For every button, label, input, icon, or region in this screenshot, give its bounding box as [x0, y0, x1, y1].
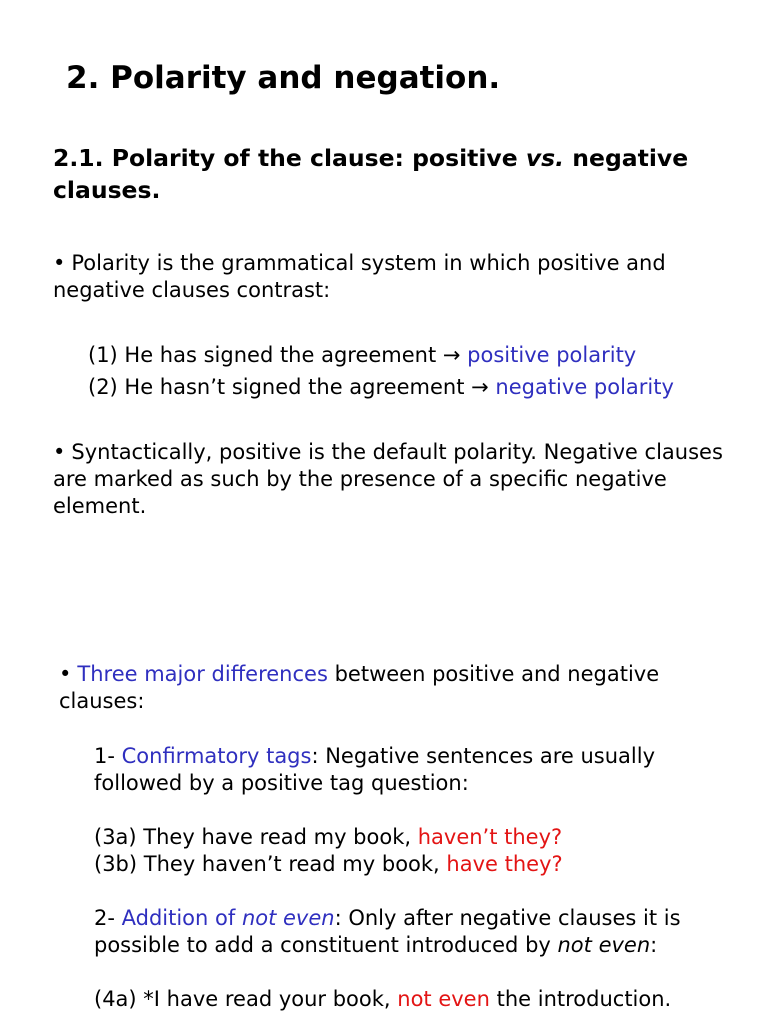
point-text: : Negative sentences are usually followed by a positive tag question:: [94, 744, 656, 795]
intro-paragraph: [53, 250, 753, 304]
point-number: 1-: [94, 744, 122, 768]
section-heading: [53, 142, 743, 206]
example-list: [88, 342, 674, 401]
point-text-italic: not even: [557, 933, 651, 957]
intro-text: Polarity is the grammatical system in which positive and negative clauses contrast:: [53, 251, 666, 302]
tag-example-tag: haven’t they?: [417, 825, 563, 849]
section-heading-vs: vs.: [525, 144, 565, 172]
not-even-example-text: (4a) *I have read your book,: [94, 987, 398, 1011]
not-even-example-highlight: not even: [397, 987, 490, 1011]
example-label: positive polarity: [467, 343, 637, 367]
default-polarity-text: Syntactically, positive is the default polarity. Negative clauses are marked as such by the presence of a specific negative element.: [53, 440, 723, 518]
point-text: : Only after negative clauses it is possible to add a constituent introduced by: [94, 906, 681, 957]
default-polarity-paragraph: [53, 439, 733, 520]
spacer: [94, 797, 744, 824]
point-highlight-prefix: Addition of: [121, 906, 242, 930]
bullet-icon: •: [59, 662, 72, 686]
tag-example-text: (3a) They have read my book,: [94, 825, 418, 849]
example-text: (1) He has signed the agreement →: [88, 343, 468, 367]
point-highlight-italic: not even: [241, 906, 335, 930]
point-highlight: [122, 906, 335, 930]
point-text-end: :: [650, 933, 658, 957]
tag-example: [94, 824, 744, 851]
tag-example-tag: have they?: [446, 852, 563, 876]
differences-highlight: Three major differences: [77, 662, 328, 686]
example-text: (2) He hasn’t signed the agreement →: [88, 375, 496, 399]
section-heading-part1: 2.1. Polarity of the clause: positive: [53, 144, 526, 172]
point-highlight: Confirmatory tags: [121, 744, 312, 768]
bullet-icon: •: [53, 440, 66, 464]
differences-details: [94, 743, 744, 1013]
spacer: [94, 878, 744, 905]
bullet-icon: •: [53, 251, 66, 275]
differences-text: between positive and negative clauses:: [59, 662, 660, 713]
not-even-example: [94, 986, 744, 1013]
example-item: [88, 342, 674, 369]
tag-example-text: (3b) They haven’t read my book,: [94, 852, 447, 876]
spacer: [94, 959, 744, 986]
differences-paragraph: [59, 661, 739, 715]
page-title: 2. Polarity and negation.: [66, 60, 501, 96]
tag-example: [94, 851, 744, 878]
point-not-even: [94, 905, 744, 959]
example-item: [88, 374, 674, 401]
section-heading-part2: negative clauses.: [53, 144, 689, 204]
point-confirmatory-tags: [94, 743, 744, 797]
point-number: 2-: [94, 906, 122, 930]
example-label: negative polarity: [495, 375, 674, 399]
not-even-example-rest: the introduction.: [489, 987, 672, 1011]
